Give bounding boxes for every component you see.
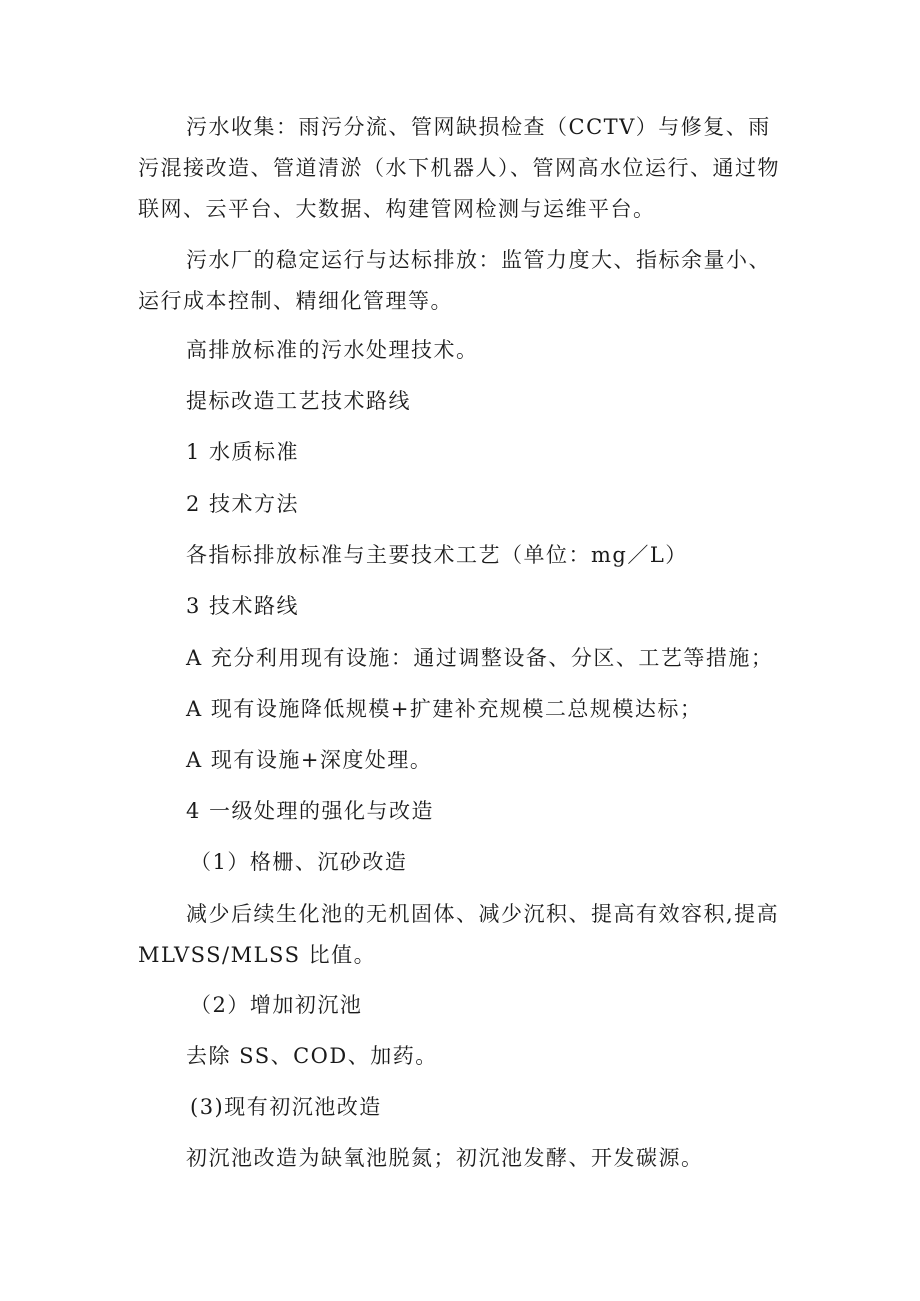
heading-technical-methods: 2 技术方法 <box>186 492 300 516</box>
subheading-add-primary-clarifier: （2）增加初沉池 <box>190 993 363 1017</box>
subheading-grille-grit: （1）格栅、沉砂改造 <box>190 850 408 874</box>
paragraph-sewage-collection: 污水收集：雨污分流、管网缺损检查（CCTV）与修复、雨污混接改造、管道清淤（水下机器人）、管网高水位运行、通过物联网、云平台、大数据、构建管网检测与运维平台。 <box>138 115 780 221</box>
list-item-route-a2: A 现有设施降低规模+扩建补充规模二总规模达标； <box>186 697 703 721</box>
subheading-existing-clarifier: (3)现有初沉池改造 <box>190 1095 382 1119</box>
heading-primary-treatment: 4 一级处理的强化与改造 <box>186 799 435 823</box>
list-item-route-a1: A 充分利用现有设施：通过调整设备、分区、工艺等措施； <box>186 646 774 670</box>
paragraph-add-clarifier-detail: 去除 SS、COD、加药。 <box>186 1044 438 1068</box>
heading-upgrade-route: 提标改造工艺技术路线 <box>186 389 411 413</box>
paragraph-standards-table-caption: 各指标排放标准与主要技术工艺（单位：mg／L） <box>186 543 688 567</box>
list-item-route-a3: A 现有设施+深度处理。 <box>186 748 433 772</box>
paragraph-existing-clarifier-detail: 初沉池改造为缺氧池脱氮；初沉池发酵、开发碳源。 <box>186 1146 704 1170</box>
paragraph-grille-grit-detail: 减少后续生化池的无机固体、减少沉积、提高有效容积,提高 MLVSS/MLSS 比值。 <box>138 902 788 967</box>
paragraph-plant-operation: 污水厂的稳定运行与达标排放：监管力度大、指标余量小、运行成本控制、精细化管理等。 <box>138 248 771 313</box>
heading-technical-route: 3 技术路线 <box>186 594 300 618</box>
heading-water-quality: 1 水质标准 <box>186 440 300 464</box>
paragraph-high-standard-tech: 高排放标准的污水处理技术。 <box>186 338 479 362</box>
